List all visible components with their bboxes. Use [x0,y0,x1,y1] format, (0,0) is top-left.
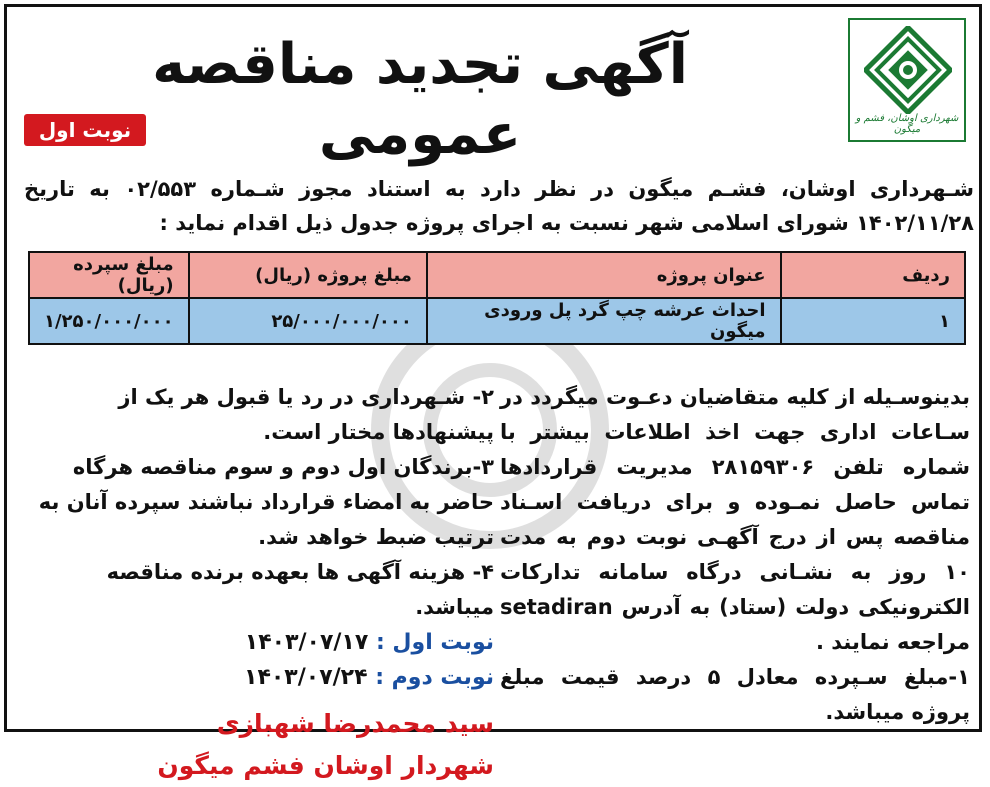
header-project-amount: مبلغ پروژه (ریال) [189,252,427,298]
first-publication-label: نوبت اول : [375,630,494,655]
second-publication-date: ۱۴۰۳/۰۷/۲۴ [244,665,368,690]
condition-item-1: ۱-مبلغ سـپرده معادل ۵ درصد قیمت مبلغ پروژه میباشد. [500,665,970,724]
logo-caption: شهرداری اوشان، فشم و میگون [855,113,959,135]
right-column [500,380,970,730]
header-deposit-amount: مبلغ سپرده (ریال) [29,252,189,298]
condition-item-4: ۴- هزینه آگهی ها بعهده برنده مناقصه میباشد. [106,560,494,619]
municipality-emblem-icon [864,26,952,114]
header-row-number: ردیف [781,252,965,298]
signatory-role: شهردار اوشان فشم میگون [157,751,494,780]
municipality-logo [848,18,966,142]
cell-project-amount: ۲۵/۰۰۰/۰۰۰/۰۰۰ [189,298,427,344]
table-row [29,298,965,344]
cell-row-number: ۱ [781,298,965,344]
first-publication-date: ۱۴۰۳/۰۷/۱۷ [244,630,369,655]
project-table [28,251,966,345]
second-publication-line [24,660,494,695]
invitation-paragraph: بدینوسـیله از کلیه متقاضیان دعـوت میگردد در سـاعات اداری جهت اخذ اطلاعات بیشتر با شماره تلفن ۲۸۱۵۹۳۰۶ مدیریت قراردادها تماس حاصل نمـوده و برای دریافت اسـناد مناقصه پس از درج آگهـی نوبت دوم به مدت ۱۰ روز به نشـانی درگاه سامانه تدارکات الکترونیکی دولت (ستاد) به آدرس setadiran مراجعه نمایند . [500,385,970,654]
cell-deposit-amount: ۱/۲۵۰/۰۰۰/۰۰۰ [29,298,189,344]
notice-title: آگهی تجدید مناقصه عمومی [152,32,688,167]
signatory-name: سید محمدرضا شهبازی [216,709,494,738]
first-publication-line [24,625,494,660]
condition-item-3: ۳-برندگان اول دوم و سوم مناقصه هرگاه حاضر به امضاء قرارداد نباشند سپرده آنان به ترتیب ضبط خواهد شد. [38,455,494,549]
first-publication-badge: نوبت اول [24,114,146,146]
intro-paragraph: شـهرداری اوشان، فشـم میگون در نظر دارد به استناد مجوز شـماره ۰۲/۵۵۳ به تاریخ ۱۴۰۲/۱۱/۲۸ شورای اسلامی شهر نسبت به اجرای پروژه جدول ذیل اقدام نماید : [24,177,974,235]
condition-item-2: ۲- شـهرداری در رد یا قبول هر یک از پیشنهادها مختار است. [118,385,494,444]
header-project-title: عنوان پروژه [427,252,781,298]
table-header-row [29,252,965,298]
left-column [24,380,494,787]
signature-block [24,703,494,787]
second-publication-label: نوبت دوم : [375,665,494,690]
cell-project-title: احداث عرشه چپ گرد پل ورودی میگون [427,298,781,344]
